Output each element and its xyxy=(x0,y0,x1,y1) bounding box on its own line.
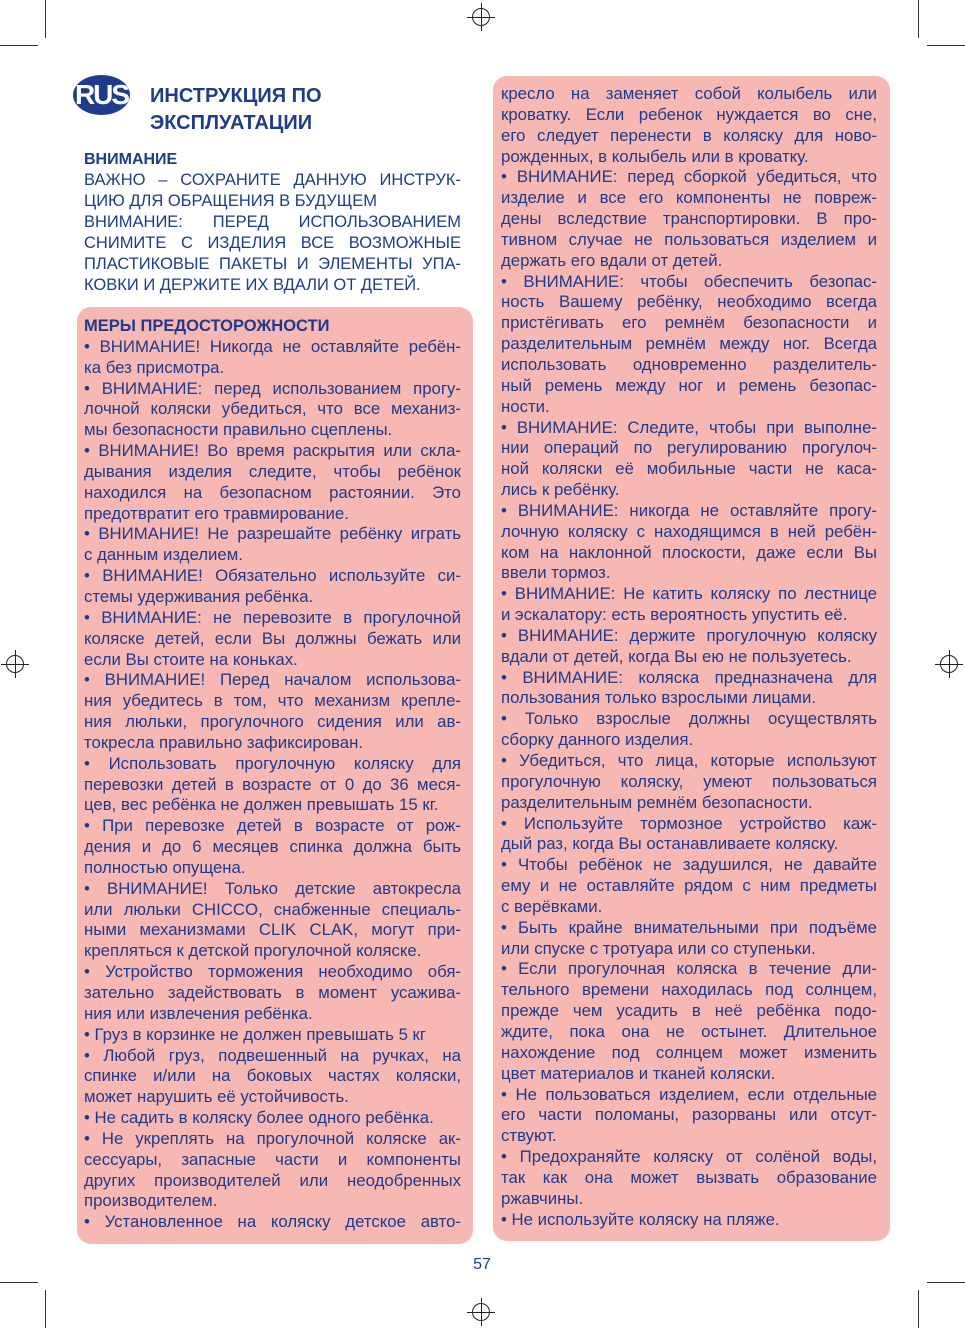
text-line: спинке и/или на боковых частях коляски, xyxy=(84,1066,461,1086)
text-line: рожденных, в колыбель или в кроватку. xyxy=(501,146,809,166)
registration-mark-icon xyxy=(6,655,24,673)
crop-mark xyxy=(918,0,919,38)
text-line: разделительным ремнём между ног. Всегда xyxy=(501,334,877,354)
text-line: • Груз в корзинке не должен превышать 5 кг xyxy=(84,1024,427,1044)
text-line: ка без присмотра. xyxy=(84,357,225,377)
text-line: мы безопасности правильно сцеплены. xyxy=(84,420,393,440)
text-line: • Не садить в коляску более одного ребёнка. xyxy=(84,1108,434,1128)
text-line: ржавчины. xyxy=(501,1188,584,1208)
text-line: пользования только взрослыми лицами. xyxy=(501,688,816,708)
text-line: нахождение под солнцем может изменить xyxy=(501,1042,877,1062)
text-line: держать его вдали от детей. xyxy=(501,250,723,270)
text-line: • Предохраняйте коляску от солёной воды, xyxy=(501,1147,877,1167)
warning-line: ВНИМАНИЕ: ПЕРЕД ИСПОЛЬЗОВАНИЕМ xyxy=(84,213,461,231)
registration-mark-icon xyxy=(940,655,958,673)
text-line: или спуске с тротуара или со ступеньки. xyxy=(501,938,816,958)
warning-line: СНИМИТЕ С ИЗДЕЛИЯ ВСЕ ВОЗМОЖНЫЕ xyxy=(84,234,461,252)
text-line: стемы удерживания ребёнка. xyxy=(84,586,314,606)
text-line: • ВНИМАНИЕ: Не катить коляску по лестнице xyxy=(501,584,877,604)
text-line: лись к ребёнку. xyxy=(501,480,620,500)
text-line: • Устройство торможения необходимо обя- xyxy=(84,962,461,982)
text-line: кроватку. Если ребенок нуждается во сне, xyxy=(501,104,877,124)
text-line: тивном случае не пользоваться изделием и xyxy=(501,229,877,249)
text-line: ввели тормоз. xyxy=(501,563,611,583)
text-line: его следует перенести в коляску для ново- xyxy=(501,125,877,145)
text-line: • ВНИМАНИЕ: Следите, чтобы при выполне- xyxy=(501,417,877,437)
text-line: ния или извлечения ребёнка. xyxy=(84,1003,313,1023)
text-line: полностью опущена. xyxy=(84,857,246,877)
text-line: • Чтобы ребёнок не задушился, не давайте xyxy=(501,855,877,875)
registration-mark-icon xyxy=(472,1303,490,1321)
text-line: ный ремень между ног и ремень безопас- xyxy=(501,375,877,395)
text-line: • Не используйте коляску на пляже. xyxy=(501,1209,780,1229)
text-line: ния убедитесь в том, что механизм крепле- xyxy=(84,691,461,711)
text-line: • ВНИМАНИЕ: никогда не оставляйте прогу- xyxy=(501,500,877,520)
text-line: коляске детей, если Вы должны бежать или xyxy=(84,628,461,648)
text-line: • ВНИМАНИЕ: перед сборкой убедиться, что xyxy=(501,167,877,187)
title-line: ИНСТРУКЦИЯ ПО xyxy=(150,85,322,107)
warning-block xyxy=(84,150,461,296)
text-line: • Установленное на коляску детское авто- xyxy=(84,1212,461,1232)
text-line: изделие и все его компоненты не повреж- xyxy=(501,188,877,208)
warning-line: ПЛАСТИКОВЫЕ ПАКЕТЫ И ЭЛЕМЕНТЫ УПА- xyxy=(84,255,461,273)
text-line: • Только взрослые должны осуществлять xyxy=(501,709,877,729)
text-line: • ВНИМАНИЕ: коляска предназначена для xyxy=(501,667,877,687)
crop-mark xyxy=(927,1282,965,1283)
text-line: нии операций по регулированию прогулоч- xyxy=(501,438,877,458)
text-line: • Быть крайне внимательными при подъёме xyxy=(501,917,877,937)
text-line: ной коляски её мобильные части не каса- xyxy=(501,459,877,479)
text-line: лочную коляску с находящимся в ней ребён- xyxy=(501,521,877,541)
crop-mark xyxy=(0,1282,38,1283)
text-line: ными механизмами CLIK CLAK, могут при- xyxy=(84,920,461,940)
text-line: с верёвками. xyxy=(501,896,603,916)
crop-mark xyxy=(0,45,38,46)
text-line: если Вы стоите на коньках. xyxy=(84,649,298,669)
crop-mark xyxy=(918,1290,919,1328)
text-line: ему и не оставляйте рядом с ним предметы xyxy=(501,876,877,896)
text-line: • Если прогулочная коляска в течение дли- xyxy=(501,959,877,979)
warning-line: ЦИЮ ДЛЯ ОБРАЩЕНИЯ В БУДУЩЕМ xyxy=(84,192,377,210)
text-line: • ВНИМАНИЕ: не перевозите в прогулочной xyxy=(84,607,461,627)
text-line: ности. xyxy=(501,396,550,416)
warning-heading: ВНИМАНИЕ xyxy=(84,151,178,168)
page-number: 57 xyxy=(473,1256,491,1273)
text-line: сборку данного изделия. xyxy=(501,730,694,750)
warning-line: КОВКИ И ДЕРЖИТЕ ИХ ВДАЛИ ОТ ДЕТЕЙ. xyxy=(84,276,421,294)
text-line: • ВНИМАНИЕ! Только детские автокресла xyxy=(84,878,461,898)
text-line: использовать одновременно разделитель- xyxy=(501,354,877,374)
text-line: с данным изделием. xyxy=(84,545,243,565)
text-line: и эскалатору: есть вероятность упустить её. xyxy=(501,605,848,625)
text-line: дывания изделия следите, чтобы ребёнок xyxy=(84,461,461,481)
text-line: ждите, пока она не остынет. Длительное xyxy=(501,1021,877,1041)
language-badge: RUS xyxy=(73,75,130,115)
text-line: цев, вес ребёнка не должен превышать 15 кг. xyxy=(84,795,439,815)
text-line: цвет материалов и тканей коляски. xyxy=(501,1063,776,1083)
text-line: • ВНИМАНИЕ! Никогда не оставляйте ребён- xyxy=(84,336,461,356)
right-column-text xyxy=(501,84,877,1230)
crop-mark xyxy=(927,45,965,46)
text-line: ствуют. xyxy=(501,1126,557,1146)
text-line: лочной коляски убедиться, что все механиз- xyxy=(84,399,461,419)
text-line: прогулочную коляску, умеют пользоваться xyxy=(501,771,877,791)
text-line: вдали от детей, когда Вы ею не пользуетесь. xyxy=(501,646,852,666)
text-line: его части поломаны, разорваны или отсут- xyxy=(501,1105,877,1125)
title-line: ЭКСПЛУАТАЦИИ xyxy=(150,112,313,134)
text-line: прежде чем усадить в неё ребёнка подо- xyxy=(501,1001,877,1021)
text-line: может нарушить её устойчивость. xyxy=(84,1087,349,1107)
text-line: • Используйте тормозное устройство каж- xyxy=(501,813,877,833)
text-line: • ВНИМАНИЕ! Во время раскрытия или скла- xyxy=(84,441,461,461)
text-line: • Не пользоваться изделием, если отдельные xyxy=(501,1084,877,1104)
text-line: • Использовать прогулочную коляску для xyxy=(84,753,461,773)
text-line: так как она может вызвать образование xyxy=(501,1167,877,1187)
text-line: кресло на заменяет собой колыбель или xyxy=(501,84,877,103)
text-line: ность Вашему ребёнку, необходимо всегда xyxy=(501,292,877,312)
text-line: производителем. xyxy=(84,1191,218,1211)
text-line: • ВНИМАНИЕ: перед использованием прогу- xyxy=(84,378,461,398)
text-line: • Убедиться, что лица, которые используют xyxy=(501,751,877,770)
text-line: находился на безопасном растоянии. Это xyxy=(84,482,461,502)
text-line: крепляться к детской прогулочной коляске. xyxy=(84,941,422,961)
text-line: • Любой груз, подвешенный на ручках, на xyxy=(84,1045,461,1065)
text-line: сессуары, запасные части и компоненты xyxy=(84,1149,461,1169)
text-line: тельного времени находилась под солнцем, xyxy=(501,980,877,1000)
text-line: • ВНИМАНИЕ: держите прогулочную коляску xyxy=(501,625,877,645)
text-line: или люльки CHICCO, снабженные специаль- xyxy=(84,899,461,919)
text-line: • ВНИМАНИЕ: чтобы обеспечить безопас- xyxy=(501,271,877,291)
text-line: • ВНИМАНИЕ! Обязательно используйте си- xyxy=(84,566,461,586)
page-title xyxy=(150,83,322,137)
crop-mark xyxy=(45,0,46,38)
left-column-text xyxy=(84,316,461,1233)
text-line: пристёгивать его ремнём безопасности и xyxy=(501,313,877,333)
text-line: дый раз, когда Вы останавливаете коляску. xyxy=(501,834,839,854)
text-line: дены вследствие транспортировки. В про- xyxy=(501,209,877,229)
text-line: • ВНИМАНИЕ! Не разрешайте ребёнку играть xyxy=(84,524,461,544)
text-line: • Не укреплять на прогулочной коляске ак- xyxy=(84,1128,461,1148)
section-heading: МЕРЫ ПРЕДОСТОРОЖНОСТИ xyxy=(84,317,330,335)
text-line: предотвратит его травмирование. xyxy=(84,503,349,523)
text-line: ком на наклонной плоскости, даже если Вы xyxy=(501,542,877,562)
text-line: токресла правильно зафиксирован. xyxy=(84,732,364,752)
text-line: • При перевозке детей в возрасте от рож- xyxy=(84,816,461,836)
left-column-lines xyxy=(84,337,461,1233)
text-line: ния люльки, прогулочного сидения или ав- xyxy=(84,712,461,732)
warning-line: ВАЖНО – СОХРАНИТЕ ДАННУЮ ИНСТРУК- xyxy=(84,171,461,189)
text-line: зательно задействовать в момент усажива- xyxy=(84,983,461,1002)
text-line: других производителей или неодобренных xyxy=(84,1170,461,1190)
text-line: дения и до 6 месяцев спинка должна быть xyxy=(84,837,461,857)
text-line: разделительным ремнём безопасности. xyxy=(501,792,813,812)
text-line: • ВНИМАНИЕ! Перед началом использова- xyxy=(84,670,461,690)
text-line: перевозки детей в возрасте от 0 до 36 меся- xyxy=(84,774,461,794)
crop-mark xyxy=(45,1290,46,1328)
registration-mark-icon xyxy=(472,8,490,26)
right-column-lines xyxy=(501,84,877,1230)
